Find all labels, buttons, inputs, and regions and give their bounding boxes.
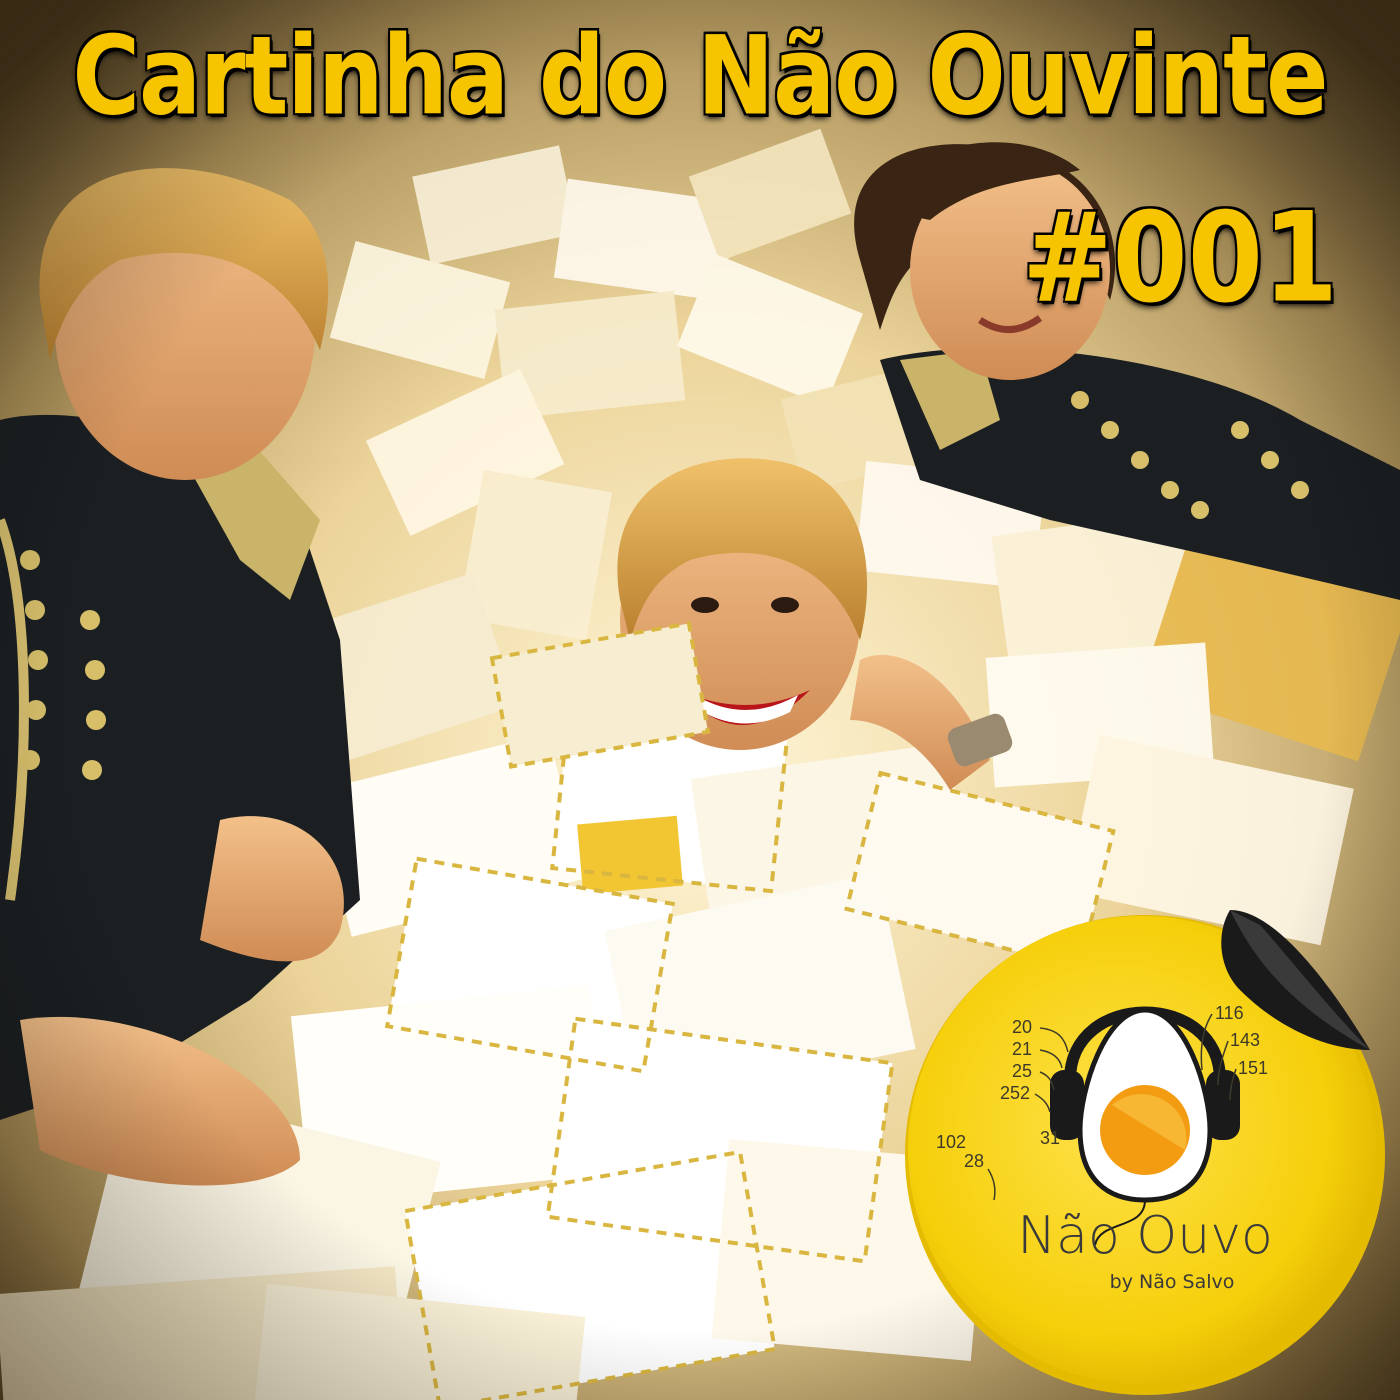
svg-text:252: 252: [1000, 1083, 1031, 1103]
svg-text:151: 151: [1238, 1058, 1269, 1078]
brand-subtitle: by Não Salvo: [1109, 1271, 1235, 1293]
nao-ouvo-logo-sticker: [900, 880, 1400, 1400]
svg-text:25: 25: [1012, 1061, 1033, 1081]
svg-text:102: 102: [936, 1132, 967, 1152]
svg-text:28: 28: [964, 1151, 985, 1171]
episode-title: Cartinha do Não Ouvinte: [72, 12, 1328, 140]
svg-text:21: 21: [1012, 1039, 1033, 1059]
episode-number: #001: [1022, 186, 1338, 331]
svg-text:20: 20: [1012, 1017, 1033, 1037]
svg-text:143: 143: [1230, 1030, 1261, 1050]
brand-name: Não Ouvo: [1017, 1206, 1273, 1266]
svg-text:31: 31: [1040, 1128, 1061, 1148]
svg-text:116: 116: [1215, 1003, 1244, 1023]
